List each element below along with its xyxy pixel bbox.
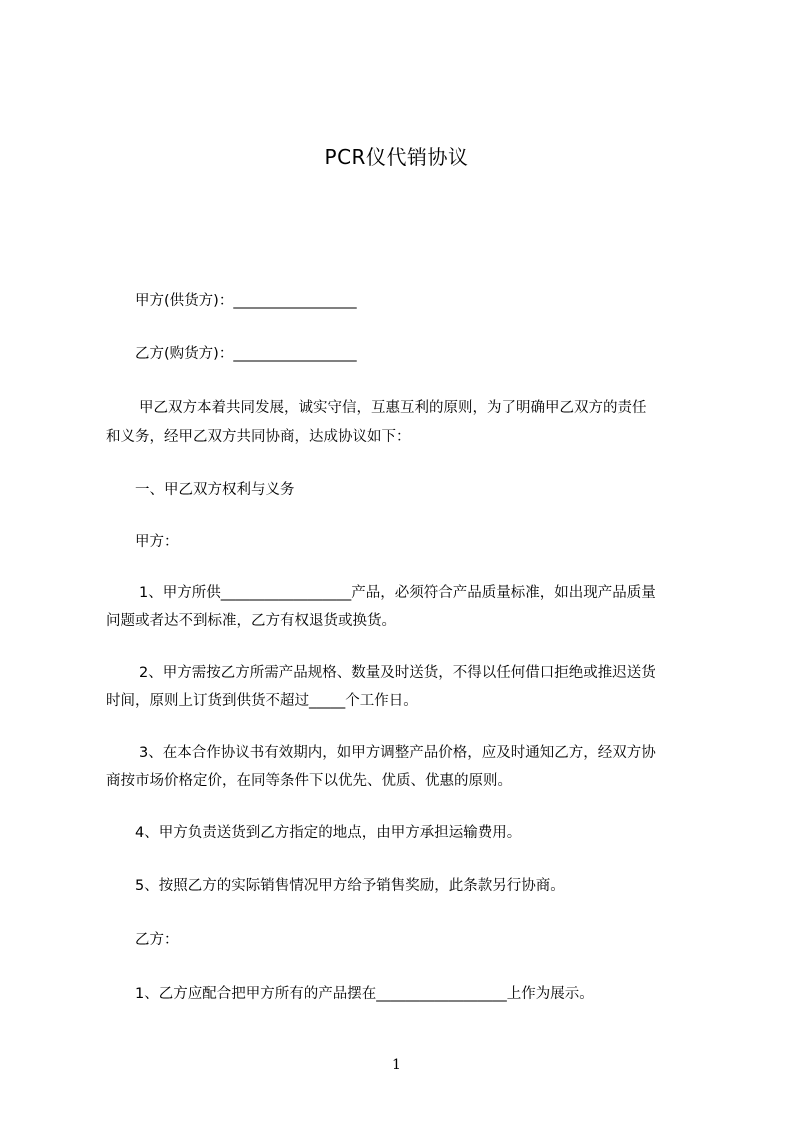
party-a-label: 甲方： bbox=[135, 534, 179, 550]
a-item-1-line-2: 问题或者达不到标准，乙方有权退货或换货。 bbox=[106, 613, 396, 629]
party-a-line: 甲方(供货方)：_________________ bbox=[135, 293, 357, 309]
intro-line-2: 和义务，经甲乙双方共同协商，达成协议如下： bbox=[106, 429, 411, 445]
a-item-2-line-1: 2、甲方需按乙方所需产品规格、数量及时送货，不得以任何借口拒绝或推迟送货 bbox=[139, 665, 656, 681]
b-item-1: 1、乙方应配合把甲方所有的产品摆在__________________上作为展示。 bbox=[135, 986, 594, 1002]
a-item-3-line-2: 商按市场价格定价，在同等条件下以优先、优质、优惠的原则。 bbox=[106, 773, 512, 789]
a-item-3-line-1: 3、在本合作协议书有效期内，如甲方调整产品价格，应及时通知乙方，经双方协 bbox=[139, 745, 656, 761]
intro-line-1: 甲乙双方本着共同发展，诚实守信，互惠互利的原则，为了明确甲乙双方的责任 bbox=[139, 400, 647, 416]
document-title: PCR仪代销协议 bbox=[324, 145, 469, 169]
party-b-label: 乙方： bbox=[135, 932, 179, 948]
a-item-4: 4、甲方负责送货到乙方指定的地点，由甲方承担运输费用。 bbox=[135, 825, 522, 841]
a-item-5: 5、按照乙方的实际销售情况甲方给予销售奖励，此条款另行协商。 bbox=[135, 878, 565, 894]
section-1-heading: 一、甲乙双方权利与义务 bbox=[135, 482, 295, 498]
a-item-1-line-1: 1、甲方所供__________________产品，必须符合产品质量标准，如出现产品质量 bbox=[139, 585, 656, 601]
party-b-line: 乙方(购货方)：_________________ bbox=[135, 346, 357, 362]
page-number: 1 bbox=[392, 1057, 401, 1073]
a-item-2-line-2: 时间，原则上订货到供货不超过_____个工作日。 bbox=[106, 693, 418, 709]
